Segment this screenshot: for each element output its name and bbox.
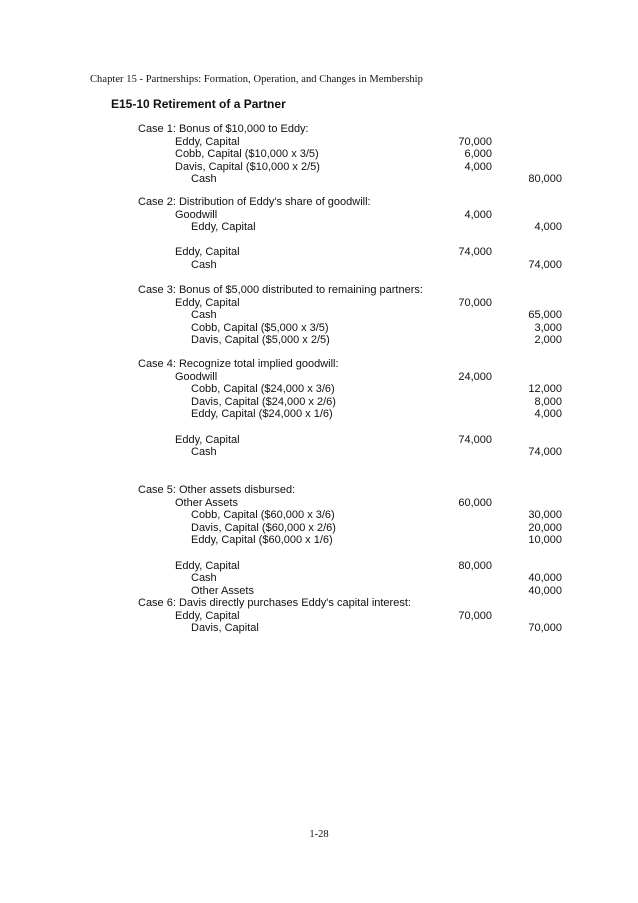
- entry-row: [0, 610, 638, 623]
- debit-amount: 70,000: [458, 135, 492, 148]
- case-title: Case 2: Distribution of Eddy's share of goodwill:: [138, 196, 371, 208]
- entry-row: [0, 534, 638, 547]
- credit-amount: 12,000: [528, 383, 562, 396]
- entry-row: [0, 434, 638, 447]
- entry-row: [0, 622, 638, 635]
- credit-account: Cash: [191, 446, 217, 459]
- debit-amount: 74,000: [458, 246, 492, 259]
- entry-row: [0, 209, 638, 222]
- credit-amount: 80,000: [528, 173, 562, 186]
- credit-account: Davis, Capital ($24,000 x 2/6): [191, 395, 336, 408]
- credit-amount: 20,000: [528, 521, 562, 534]
- credit-amount: 10,000: [528, 534, 562, 547]
- credit-account: Davis, Capital ($5,000 x 2/5): [191, 334, 330, 347]
- credit-amount: 74,000: [528, 446, 562, 459]
- debit-account: Eddy, Capital: [175, 559, 240, 572]
- credit-account: Davis, Capital ($60,000 x 2/6): [191, 521, 336, 534]
- debit-amount: 4,000: [464, 160, 492, 173]
- debit-account: Cobb, Capital ($10,000 x 3/5): [175, 148, 319, 161]
- credit-account: Other Assets: [191, 584, 254, 597]
- debit-account: Goodwill: [175, 208, 218, 221]
- case-title: Case 5: Other assets disbursed:: [138, 484, 296, 496]
- entry-list: [0, 371, 638, 459]
- debit-account: Eddy, Capital: [175, 433, 240, 446]
- credit-account: Eddy, Capital: [191, 221, 256, 234]
- debit-amount: 70,000: [458, 609, 492, 622]
- debit-amount: 80,000: [458, 559, 492, 572]
- entry-list: [0, 297, 638, 347]
- debit-amount: 70,000: [458, 296, 492, 309]
- debit-amount: 6,000: [464, 148, 492, 161]
- case-title: Case 3: Bonus of $5,000 distributed to remaining partners:: [138, 284, 423, 296]
- case-title: Case 6: Davis directly purchases Eddy's capital interest:: [138, 597, 411, 609]
- entry-list: [0, 497, 638, 598]
- entry-row: [0, 246, 638, 259]
- debit-amount: 60,000: [458, 496, 492, 509]
- entry-row: [0, 259, 638, 272]
- entry-list: [0, 136, 638, 186]
- entry-list: [0, 610, 638, 635]
- credit-account: Cobb, Capital ($24,000 x 3/6): [191, 383, 335, 396]
- entry-row: [0, 383, 638, 396]
- entry-row: [0, 297, 638, 310]
- credit-amount: 40,000: [528, 584, 562, 597]
- credit-account: Cobb, Capital ($5,000 x 3/5): [191, 321, 329, 334]
- credit-amount: 30,000: [528, 509, 562, 522]
- entry-row: [0, 173, 638, 186]
- debit-account: Other Assets: [175, 496, 238, 509]
- credit-amount: 40,000: [528, 572, 562, 585]
- credit-account: Eddy, Capital ($60,000 x 1/6): [191, 534, 333, 547]
- debit-account: Eddy, Capital: [175, 246, 240, 259]
- debit-account: Eddy, Capital: [175, 296, 240, 309]
- credit-amount: 2,000: [534, 334, 562, 347]
- entry-row: [0, 497, 638, 510]
- entry-row: [0, 334, 638, 347]
- debit-amount: 74,000: [458, 433, 492, 446]
- entry-row: [0, 309, 638, 322]
- chapter-header: Chapter 15 - Partnerships: Formation, Operation, and Changes in Membership: [90, 74, 423, 85]
- entry-row: [0, 560, 638, 573]
- entry-row: [0, 148, 638, 161]
- entry-row: [0, 136, 638, 149]
- debit-amount: 4,000: [464, 208, 492, 221]
- credit-amount: 65,000: [528, 309, 562, 322]
- entry-row: [0, 522, 638, 535]
- entry-row: [0, 509, 638, 522]
- credit-amount: 74,000: [528, 258, 562, 271]
- case-title: Case 4: Recognize total implied goodwill:: [138, 358, 339, 370]
- entry-row: [0, 322, 638, 335]
- credit-amount: 70,000: [528, 622, 562, 635]
- entry-row: [0, 396, 638, 409]
- debit-account: Davis, Capital ($10,000 x 2/5): [175, 160, 320, 173]
- entry-row: [0, 221, 638, 234]
- entry-row: [0, 572, 638, 585]
- credit-account: Davis, Capital: [191, 622, 259, 635]
- credit-account: Cash: [191, 258, 217, 271]
- debit-account: Eddy, Capital: [175, 135, 240, 148]
- credit-account: Cash: [191, 572, 217, 585]
- page-number: 1-28: [309, 829, 329, 840]
- credit-account: Cash: [191, 309, 217, 322]
- entry-row: [0, 371, 638, 384]
- case-title: Case 1: Bonus of $10,000 to Eddy:: [138, 123, 309, 135]
- credit-amount: 3,000: [534, 321, 562, 334]
- credit-account: Eddy, Capital ($24,000 x 1/6): [191, 408, 333, 421]
- exercise-title: E15-10 Retirement of a Partner: [111, 97, 286, 111]
- credit-amount: 4,000: [534, 408, 562, 421]
- entry-row: [0, 585, 638, 598]
- credit-amount: 8,000: [534, 395, 562, 408]
- credit-account: Cobb, Capital ($60,000 x 3/6): [191, 509, 335, 522]
- entry-list: [0, 209, 638, 272]
- debit-account: Goodwill: [175, 370, 218, 383]
- debit-amount: 24,000: [458, 370, 492, 383]
- credit-amount: 4,000: [534, 221, 562, 234]
- debit-account: Eddy, Capital: [175, 609, 240, 622]
- entry-row: [0, 446, 638, 459]
- entry-row: [0, 408, 638, 421]
- entry-row: [0, 161, 638, 174]
- credit-account: Cash: [191, 173, 217, 186]
